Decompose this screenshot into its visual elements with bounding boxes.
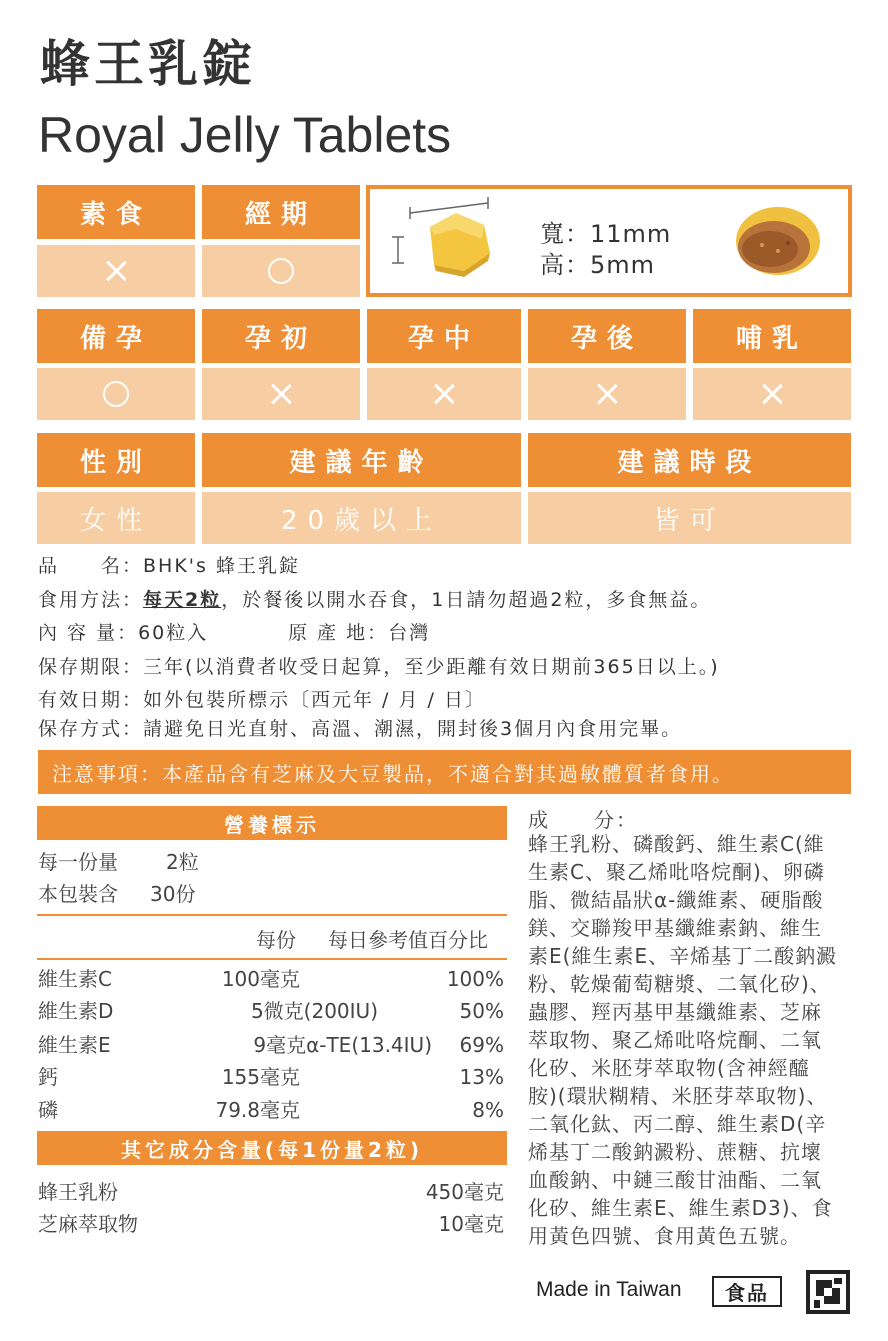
header-pre-pregnancy: 備孕 <box>37 309 195 363</box>
value-late-pregnancy <box>528 368 686 420</box>
serving-size-label: 每一份量 <box>38 850 118 874</box>
header-late-pregnancy: 孕後 <box>528 309 686 363</box>
nutrient-amount: 5微克(200IU) <box>250 999 378 1023</box>
header-early-pregnancy: 孕初 <box>202 309 360 363</box>
ingredients-line: 化矽、米胚芽萃取物(含神經醯 <box>528 1056 810 1080</box>
serving-size-value: 2粒 <box>166 850 199 874</box>
value-pre-pregnancy <box>37 368 195 420</box>
food-badge: 食品 <box>712 1276 782 1307</box>
value-breastfeeding <box>693 368 851 420</box>
info-storage: 保存方式：請避免日光直射、高溫、潮濕，開封後3個月內食用完畢。 <box>38 718 683 740</box>
divider <box>37 914 507 916</box>
column-per-serving: 每份 <box>256 928 296 952</box>
value-mid-pregnancy <box>367 368 521 420</box>
other-ingredients-title: 其它成分含量(每1份量2粒) <box>37 1131 507 1165</box>
ingredients-line: 胺)(環狀糊精、米胚芽萃取物)、 <box>528 1084 828 1108</box>
header-suggested-age: 建議年齡 <box>202 433 521 487</box>
value-gender: 女性 <box>37 492 195 544</box>
nutrient-amount: 9毫克α-TE(13.4IU) <box>253 1033 432 1057</box>
info-name: 品 名：BHK's 蜂王乳錠 <box>38 555 300 577</box>
header-gender: 性別 <box>37 433 195 487</box>
ingredients-heading: 成 分： <box>528 808 638 832</box>
other-ingredient-amount: 450毫克 <box>425 1180 504 1204</box>
value-suggested-age: 20歲以上 <box>202 492 521 544</box>
nutrient-daily-value: 50% <box>459 999 504 1023</box>
info-usage: 食用方法：每天2粒，於餐後以開水吞食，1日請勿超過2粒，多食無益。 <box>38 589 712 611</box>
value-suggested-time: 皆可 <box>528 492 851 544</box>
ingredients-line: 生素C、聚乙烯吡咯烷酮)、卵磷 <box>528 860 825 884</box>
cross-icon <box>105 260 127 282</box>
other-ingredient-name: 蜂王乳粉 <box>38 1180 118 1204</box>
tablet-height: 高：5mm <box>540 251 656 279</box>
product-title-en: Royal Jelly Tablets <box>38 107 452 163</box>
nutrient-amount: 100毫克 <box>221 967 300 991</box>
ingredients-line: 血酸鈉、中鏈三酸甘油酯、二氧 <box>528 1168 822 1192</box>
nutrient-amount: 79.8毫克 <box>215 1098 300 1122</box>
nutrient-name: 磷 <box>38 1098 58 1122</box>
header-breastfeeding: 哺乳 <box>693 309 851 363</box>
ingredients-line: 烯基丁二酸鈉澱粉、蔗糖、抗壞 <box>528 1140 822 1164</box>
value-early-pregnancy <box>202 368 360 420</box>
ingredients-line: 鎂、交聯羧甲基纖維素鈉、維生 <box>528 916 822 940</box>
nutrient-daily-value: 100% <box>446 967 504 991</box>
header-period: 經期 <box>202 185 360 239</box>
cross-icon <box>596 383 618 405</box>
product-title-zh: 蜂王乳錠 <box>40 35 256 93</box>
circle-icon <box>103 381 129 407</box>
header-suggested-time: 建議時段 <box>528 433 851 487</box>
header-mid-pregnancy: 孕中 <box>367 309 521 363</box>
info-expiry: 有效日期：如外包裝所標示〔西元年 / 月 / 日〕 <box>38 689 486 711</box>
nutrient-name: 維生素C <box>38 967 112 991</box>
servings-per-pack-value: 30份 <box>150 882 196 906</box>
info-content: 內 容 量：60粒入 原 產 地：台灣 <box>38 622 431 644</box>
nutrient-name: 維生素D <box>38 999 114 1023</box>
ingredients-line: 二氧化鈦、丙二醇、維生素D(辛 <box>528 1112 827 1136</box>
ingredients-line: 素E(維生素E、辛烯基丁二酸鈉澱 <box>528 944 838 968</box>
nutrient-amount: 155毫克 <box>221 1065 300 1089</box>
nutrition-title: 營養標示 <box>37 806 507 840</box>
divider <box>37 958 507 960</box>
servings-per-pack-label: 本包裝含 <box>38 882 118 906</box>
made-in-taiwan: Made in Taiwan <box>536 1278 682 1301</box>
column-daily-value: 每日參考值百分比 <box>328 928 488 952</box>
allergy-notice: 注意事項：本產品含有芝麻及大豆製品，不適合對其過敏體質者食用。 <box>38 750 851 794</box>
nutrient-daily-value: 69% <box>459 1033 504 1057</box>
tablet-width: 寬：11mm <box>540 220 672 248</box>
cross-icon <box>433 383 455 405</box>
ingredients-line: 蟲膠、羥丙基甲基纖維素、芝麻 <box>528 1000 822 1024</box>
value-period <box>202 245 360 297</box>
circle-icon <box>268 258 294 284</box>
ingredients-line: 用黃色四號、食用黃色五號。 <box>528 1224 801 1248</box>
ingredients-line: 萃取物、聚乙烯吡咯烷酮、二氧 <box>528 1028 822 1052</box>
other-ingredient-amount: 10毫克 <box>438 1212 504 1236</box>
cross-icon <box>270 383 292 405</box>
nutrient-daily-value: 8% <box>472 1098 504 1122</box>
other-ingredient-name: 芝麻萃取物 <box>38 1212 138 1236</box>
ingredients-line: 蜂王乳粉、磷酸鈣、維生素C(維 <box>528 832 825 856</box>
header-vegetarian: 素食 <box>37 185 195 239</box>
tablet-size-panel <box>366 185 852 297</box>
ingredients-line: 粉、乾燥葡萄糖漿、二氧化矽)、 <box>528 972 831 996</box>
nutrient-name: 維生素E <box>38 1033 111 1057</box>
info-shelf-life: 保存期限：三年(以消費者收受日起算，至少距離有效日期前365日以上。) <box>38 656 720 678</box>
value-vegetarian <box>37 245 195 297</box>
nutrient-name: 鈣 <box>38 1065 58 1089</box>
food-certification-logo-icon <box>806 1270 850 1314</box>
cross-icon <box>761 383 783 405</box>
ingredients-line: 化矽、維生素E、維生素D3)、食 <box>528 1196 833 1220</box>
ingredients-line: 脂、微結晶狀α-纖維素、硬脂酸 <box>528 888 824 912</box>
nutrient-daily-value: 13% <box>459 1065 504 1089</box>
